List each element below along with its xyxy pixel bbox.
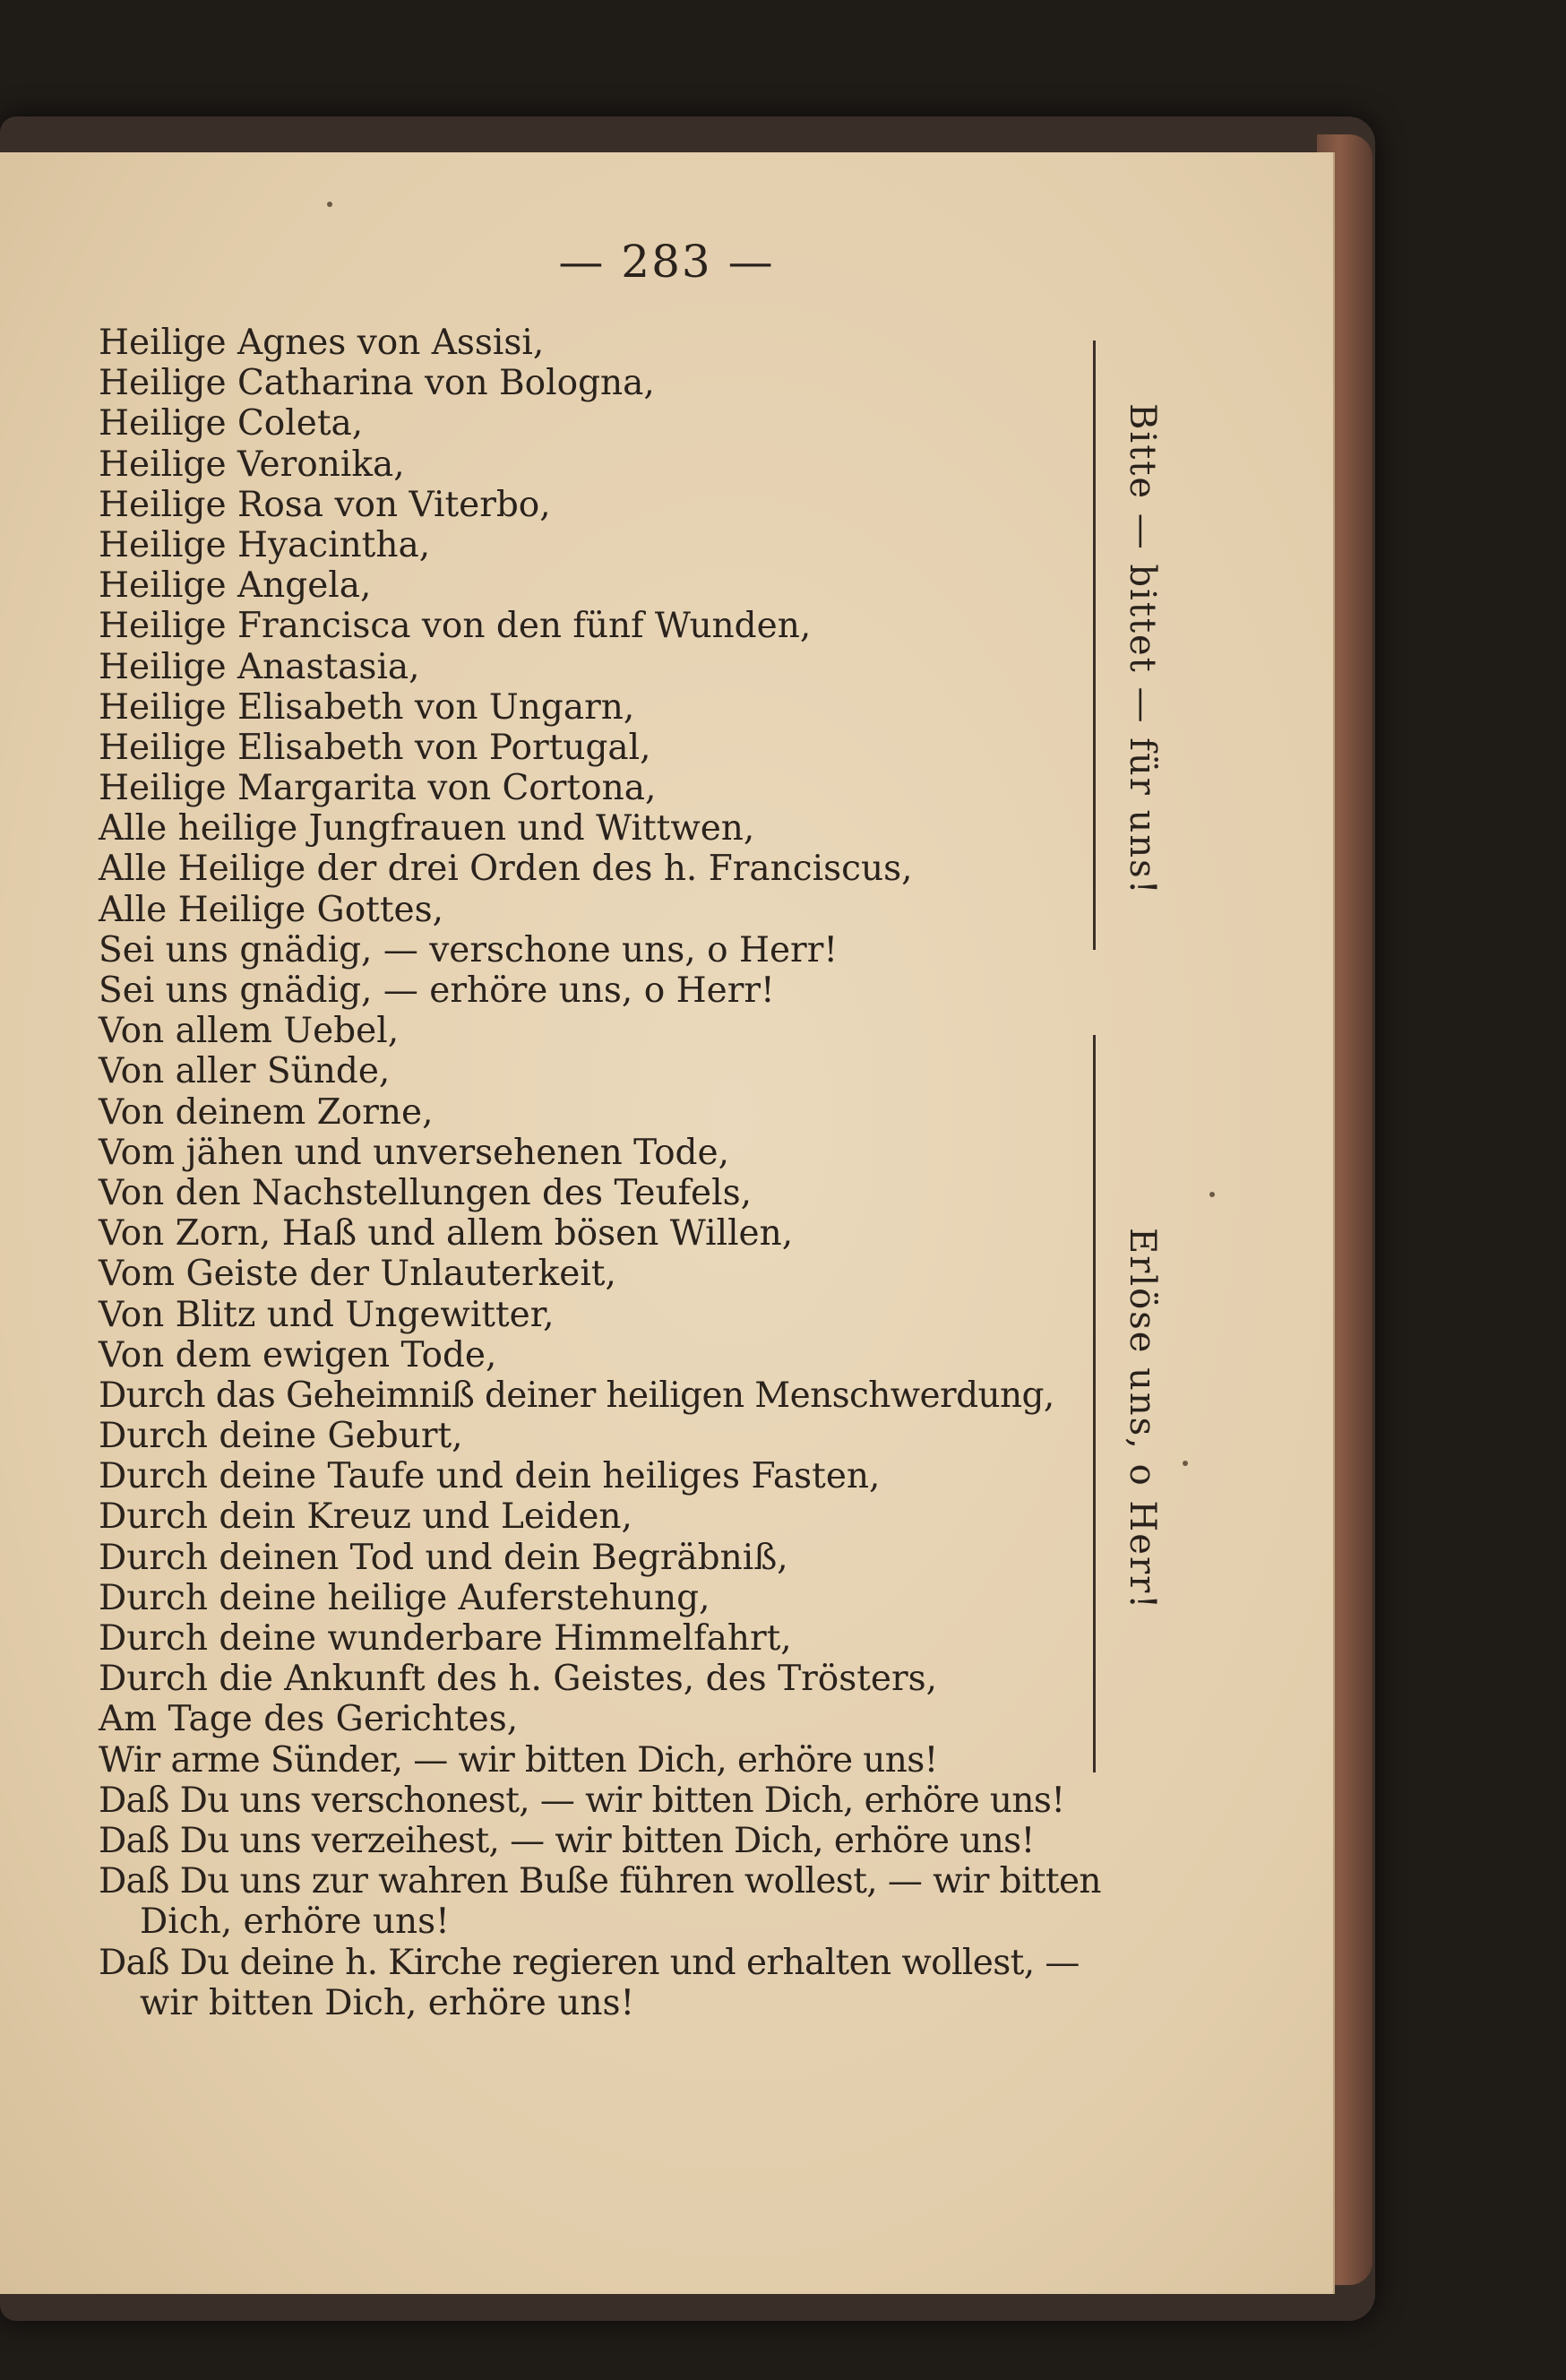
litany-line: Sei uns gnädig, — erhöre uns, o Herr! xyxy=(99,970,775,1011)
litany-line: Durch die Ankunft des h. Geistes, des Trösters, xyxy=(99,1659,938,1700)
paper-speck xyxy=(1183,1461,1188,1466)
litany-line: Durch deine Taufe und dein heiliges Fasten, xyxy=(99,1456,881,1497)
litany-line: Heilige Angela, xyxy=(99,565,372,607)
litany-line: Am Tage des Gerichtes, xyxy=(99,1699,519,1740)
litany-line: Von den Nachstellungen des Teufels, xyxy=(99,1172,753,1213)
litany-line: Daß Du uns verschonest, — wir bitten Dich, erhöre uns! xyxy=(99,1780,1065,1821)
litany-line-continued: Dich, erhöre uns! xyxy=(140,1901,450,1943)
litany-line: Durch deinen Tod und dein Begräbniß, xyxy=(99,1537,788,1578)
litany-line: Von allem Uebel, xyxy=(99,1011,400,1052)
litany-line: Von aller Sünde, xyxy=(99,1051,391,1092)
litany-line: Heilige Agnes von Assisi, xyxy=(99,323,545,363)
litany-line: Sei uns gnädig, — verschone uns, o Herr! xyxy=(99,929,839,970)
litany-line: Durch dein Kreuz und Leiden, xyxy=(99,1496,632,1538)
paper-speck xyxy=(327,202,332,207)
book-page xyxy=(0,152,1335,2294)
litany-line: Durch das Geheimniß deiner heiligen Menschwerdung, xyxy=(99,1375,1054,1416)
litany-line: Von deinem Zorne, xyxy=(99,1091,434,1133)
litany-line: Heilige Francisca von den fünf Wunden, xyxy=(99,606,812,647)
litany-line: Alle heilige Jungfrauen und Wittwen, xyxy=(99,808,755,849)
side-response-pray-for-us: Bitte — bittet — für uns! xyxy=(1122,403,1163,896)
litany-line: Heilige Anastasia, xyxy=(99,646,420,687)
litany-line: Alle Heilige der drei Orden des h. Franciscus, xyxy=(99,849,913,890)
litany-line: Von dem ewigen Tode, xyxy=(99,1334,497,1375)
paper-speck xyxy=(1209,1192,1215,1197)
litany-line: Heilige Veronika, xyxy=(99,444,405,485)
litany-line: Durch deine Geburt, xyxy=(99,1416,463,1457)
litany-line: Vom jähen und unversehenen Tode, xyxy=(99,1132,729,1173)
page-number: — 283 — xyxy=(558,236,775,288)
litany-line: Alle Heilige Gottes, xyxy=(99,889,444,930)
litany-line: Daß Du uns verzeihest, — wir bitten Dich, erhöre uns! xyxy=(99,1820,1035,1861)
litany-line: Daß Du deine h. Kirche regieren und erhalten wollest, — xyxy=(99,1942,1080,1983)
side-response-deliver-us: Erlöse uns, o Herr! xyxy=(1122,1228,1163,1611)
response-bracket-2 xyxy=(1093,1035,1096,1772)
litany-line: Heilige Rosa von Viterbo, xyxy=(99,484,551,525)
litany-line-continued: wir bitten Dich, erhöre uns! xyxy=(140,1982,635,2023)
litany-line: Von Zorn, Haß und allem bösen Willen, xyxy=(99,1213,794,1255)
response-bracket-1 xyxy=(1093,341,1096,950)
litany-line: Heilige Margarita von Cortona, xyxy=(99,768,657,809)
litany-line: Daß Du uns zur wahren Buße führen wollest, — wir bitten xyxy=(99,1861,1101,1902)
litany-line: Wir arme Sünder, — wir bitten Dich, erhöre uns! xyxy=(99,1739,938,1781)
litany-line: Heilige Coleta, xyxy=(99,403,364,444)
litany-line: Heilige Catharina von Bologna, xyxy=(99,363,655,404)
litany-line: Heilige Hyacintha, xyxy=(99,524,431,565)
litany-line: Heilige Elisabeth von Ungarn, xyxy=(99,686,635,728)
litany-line: Durch deine heilige Auferstehung, xyxy=(99,1577,710,1618)
litany-line: Vom Geiste der Unlauterkeit, xyxy=(99,1254,616,1295)
litany-line: Von Blitz und Ungewitter, xyxy=(99,1294,555,1335)
litany-line: Durch deine wunderbare Himmelfahrt, xyxy=(99,1618,792,1659)
litany-text xyxy=(99,323,1156,2023)
litany-line: Heilige Elisabeth von Portugal, xyxy=(99,727,651,768)
